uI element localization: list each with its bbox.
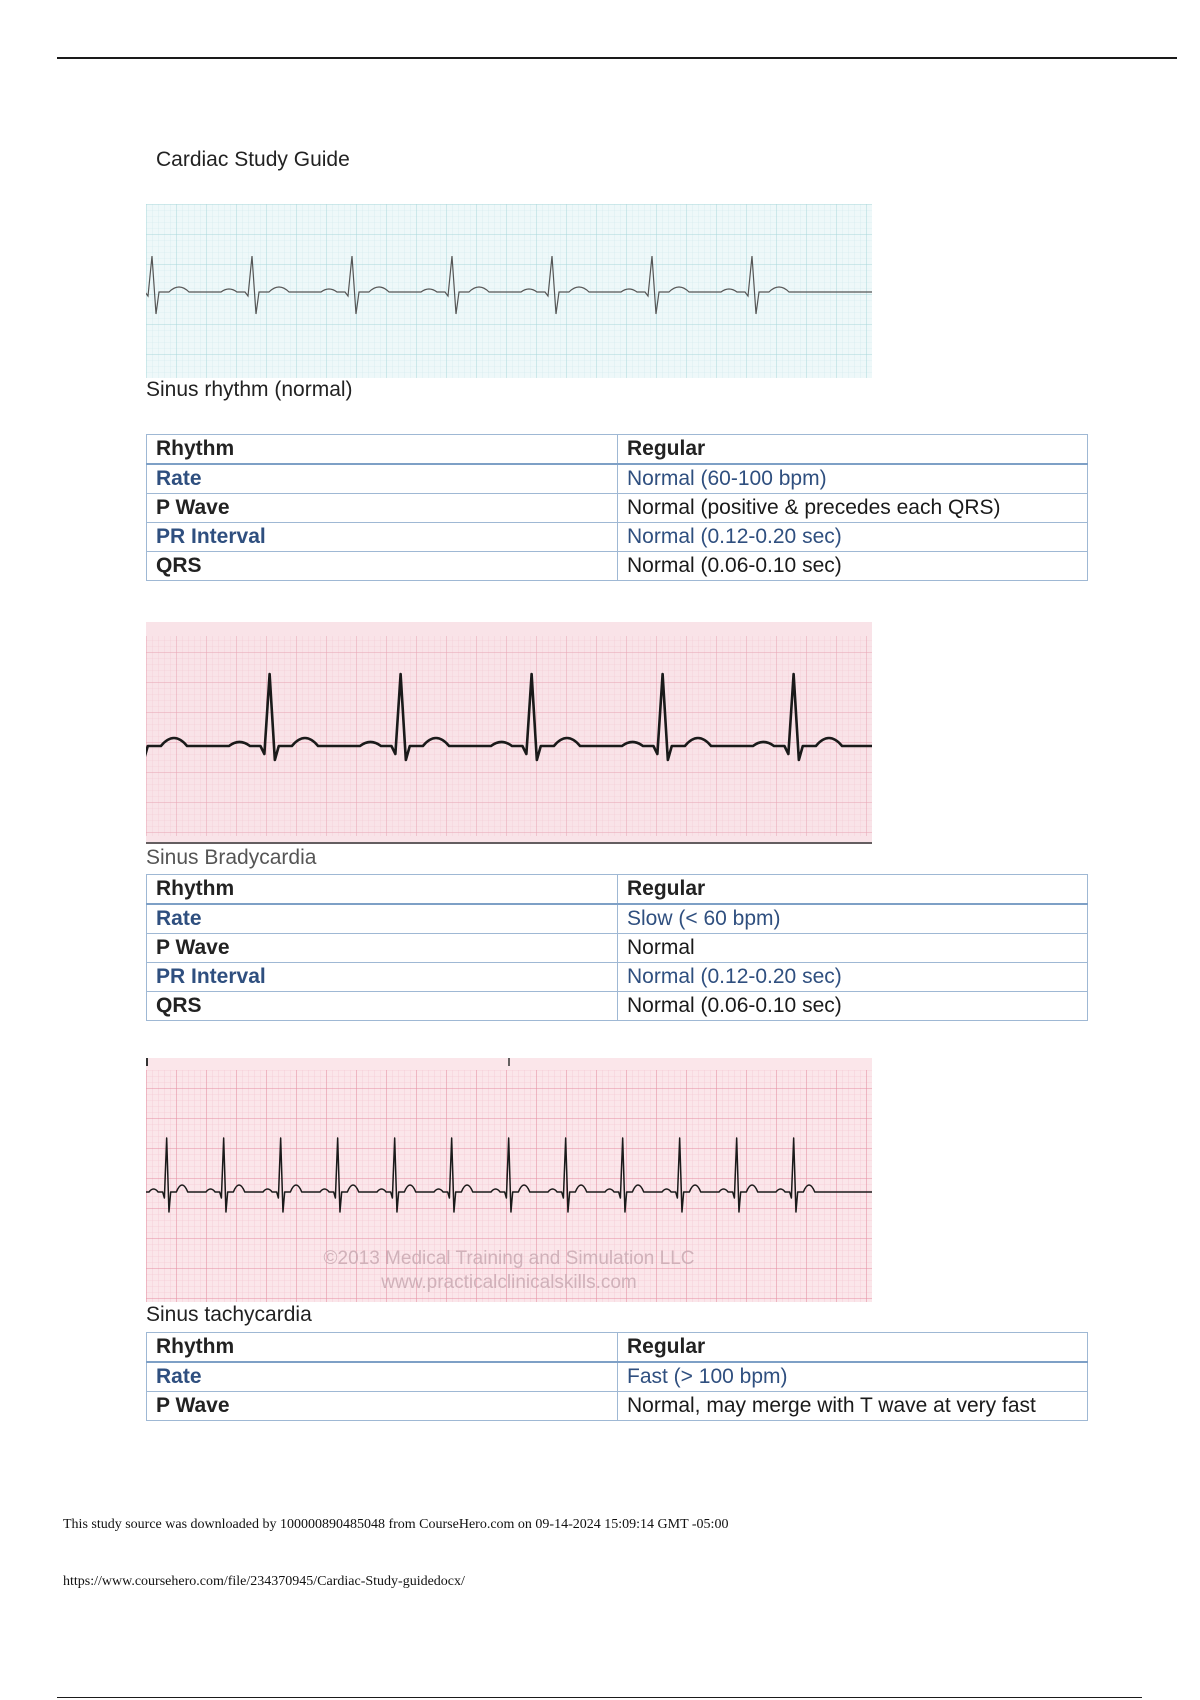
caption-sinus-bradycardia: Sinus Bradycardia	[146, 846, 317, 869]
row-value: Normal (0.12-0.20 sec)	[618, 523, 1088, 552]
watermark-copyright: ©2013 Medical Training and Simulation LLC	[323, 1248, 695, 1269]
caption-sinus-tachycardia: Sinus tachycardia	[146, 1303, 312, 1326]
row-label: Rate	[147, 1362, 618, 1392]
bottom-rule	[57, 1697, 1142, 1698]
row-label: P Wave	[147, 1392, 618, 1421]
table-row	[147, 464, 1088, 494]
table-row	[147, 963, 1088, 992]
table-sinus-bradycardia	[146, 874, 1088, 1021]
source-url[interactable]: https://www.coursehero.com/file/234370945/Cardiac-Study-guidedocx/	[63, 1574, 465, 1589]
table-row	[147, 934, 1088, 963]
row-label: Rate	[147, 464, 618, 494]
ecg-strip-normal-sinus	[146, 204, 872, 378]
row-value: Fast (> 100 bpm)	[618, 1362, 1088, 1392]
table-row	[147, 435, 1088, 465]
row-value: Regular	[618, 875, 1088, 905]
download-notice: This study source was downloaded by 100000890485048 from CourseHero.com on 09-14-2024 15:09:14 GMT -05:00	[63, 1517, 729, 1532]
table-row	[147, 523, 1088, 552]
row-label: QRS	[147, 992, 618, 1021]
row-value: Normal (0.06-0.10 sec)	[618, 552, 1088, 581]
row-value: Normal, may merge with T wave at very fast	[618, 1392, 1088, 1421]
table-sinus-tachycardia	[146, 1332, 1088, 1421]
row-value: Regular	[618, 435, 1088, 465]
ecg-strip-sinus-tachycardia	[146, 1058, 872, 1302]
table-sinus-rhythm	[146, 434, 1088, 581]
row-value: Slow (< 60 bpm)	[618, 904, 1088, 934]
ecg-strip-sinus-bradycardia	[146, 622, 872, 844]
top-rule	[57, 57, 1177, 59]
row-label: P Wave	[147, 494, 618, 523]
row-label: Rhythm	[147, 1333, 618, 1363]
row-value: Normal (60-100 bpm)	[618, 464, 1088, 494]
row-label: Rhythm	[147, 435, 618, 465]
table-row	[147, 1333, 1088, 1363]
row-label: PR Interval	[147, 523, 618, 552]
row-value: Normal (0.06-0.10 sec)	[618, 992, 1088, 1021]
table-row	[147, 1392, 1088, 1421]
row-label: Rate	[147, 904, 618, 934]
table-row	[147, 494, 1088, 523]
row-label: P Wave	[147, 934, 618, 963]
table-row	[147, 875, 1088, 905]
row-value: Normal (0.12-0.20 sec)	[618, 963, 1088, 992]
table-row	[147, 1362, 1088, 1392]
table-row	[147, 552, 1088, 581]
row-value: Regular	[618, 1333, 1088, 1363]
row-value: Normal	[618, 934, 1088, 963]
row-label: PR Interval	[147, 963, 618, 992]
row-label: QRS	[147, 552, 618, 581]
row-label: Rhythm	[147, 875, 618, 905]
table-row	[147, 992, 1088, 1021]
watermark-url: www.practicalclinicalskills.com	[381, 1272, 637, 1293]
table-row	[147, 904, 1088, 934]
row-value: Normal (positive & precedes each QRS)	[618, 494, 1088, 523]
caption-sinus-rhythm: Sinus rhythm (normal)	[146, 378, 353, 401]
document-title: Cardiac Study Guide	[156, 148, 350, 171]
